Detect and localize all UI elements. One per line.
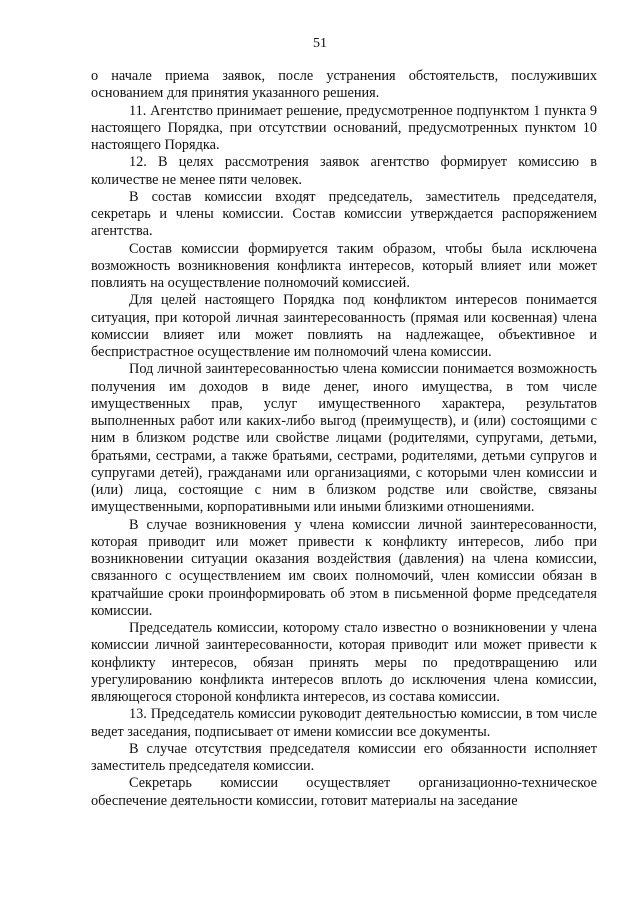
document-body bbox=[91, 68, 597, 810]
paragraph-chair-measures: Председатель комиссии, которому стало известно о возникновении у члена комиссии личной заинтересованности, которая приводит или может привести к конфликту интересов, обязан принять меры по предотвращению или урегулированию конфликта интересов вплоть до исключения члена комиссии, являющегося стороной конфликта интересов, из состава комиссии. bbox=[91, 620, 597, 705]
paragraph-commission-composition: В состав комиссии входят председатель, заместитель председателя, секретарь и члены комиссии. Состав комиссии утверждается распоряжением агентства. bbox=[91, 188, 597, 240]
paragraph-secretary: Секретарь комиссии осуществляет организационно-техническое обеспечение деятельности комиссии, готовит материалы на заседание bbox=[91, 775, 597, 809]
paragraph-personal-interest: Под личной заинтересованностью члена комиссии понимается возможность получения им доходов в виде денег, иного имущества, в том числе имущественных прав, услуг имущественного характера, результатов выполненных работ или каких-либо выгод (преимуществ), и (или) состоящими с ним в близком родстве или свойстве лицами (родителями, супругами, детьми, братьями, сестрами, а также братьями, сестрами, родителями, детьми супругов и супругами детей), гражданами или организациями, с которыми член комиссии и (или) лица, состоящие с ним в близком родстве или свойстве, связаны имущественными, корпоративными или иными близкими отношениями. bbox=[91, 361, 597, 516]
paragraph-conflict-definition: Для целей настоящего Порядка под конфликтом интересов понимается ситуация, при которой личная заинтересованность (прямая или косвенная) члена комиссии влияет или может повлиять на надлежащее, объективное и беспристрастное осуществление им полномочий члена комиссии. bbox=[91, 292, 597, 360]
page-number: 51 bbox=[313, 36, 327, 51]
paragraph-continuation: о начале приема заявок, после устранения обстоятельств, послуживших основанием для принятия указанного решения. bbox=[91, 68, 597, 102]
paragraph-item-12: 12. В целях рассмотрения заявок агентство формирует комиссию в количестве не менее пяти человек. bbox=[91, 154, 597, 188]
paragraph-item-13: 13. Председатель комиссии руководит деятельностью комиссии, в том числе ведет заседания, подписывает от имени комиссии все документы. bbox=[91, 706, 597, 740]
paragraph-chair-absence: В случае отсутствия председателя комиссии его обязанности исполняет заместитель председателя комиссии. bbox=[91, 740, 597, 774]
paragraph-item-11: 11. Агентство принимает решение, предусмотренное подпунктом 1 пункта 9 настоящего Порядка, при отсутствии оснований, предусмотренных пунктом 10 настоящего Порядка. bbox=[91, 102, 597, 153]
paragraph-conflict-exclusion: Состав комиссии формируется таким образом, чтобы была исключена возможность возникновения конфликта интересов, который влияет или может повлиять на осуществление полномочий комиссией. bbox=[91, 240, 597, 291]
paragraph-member-notification: В случае возникновения у члена комиссии личной заинтересованности, которая приводит или может привести к конфликту интересов, либо при возникновении ситуации оказания воздействия (давления) на члена комиссии, связанного с осуществлением им своих полномочий, член комиссии обязан в кратчайшие сроки проинформировать об этом в письменной форме председателя комиссии. bbox=[91, 516, 597, 619]
